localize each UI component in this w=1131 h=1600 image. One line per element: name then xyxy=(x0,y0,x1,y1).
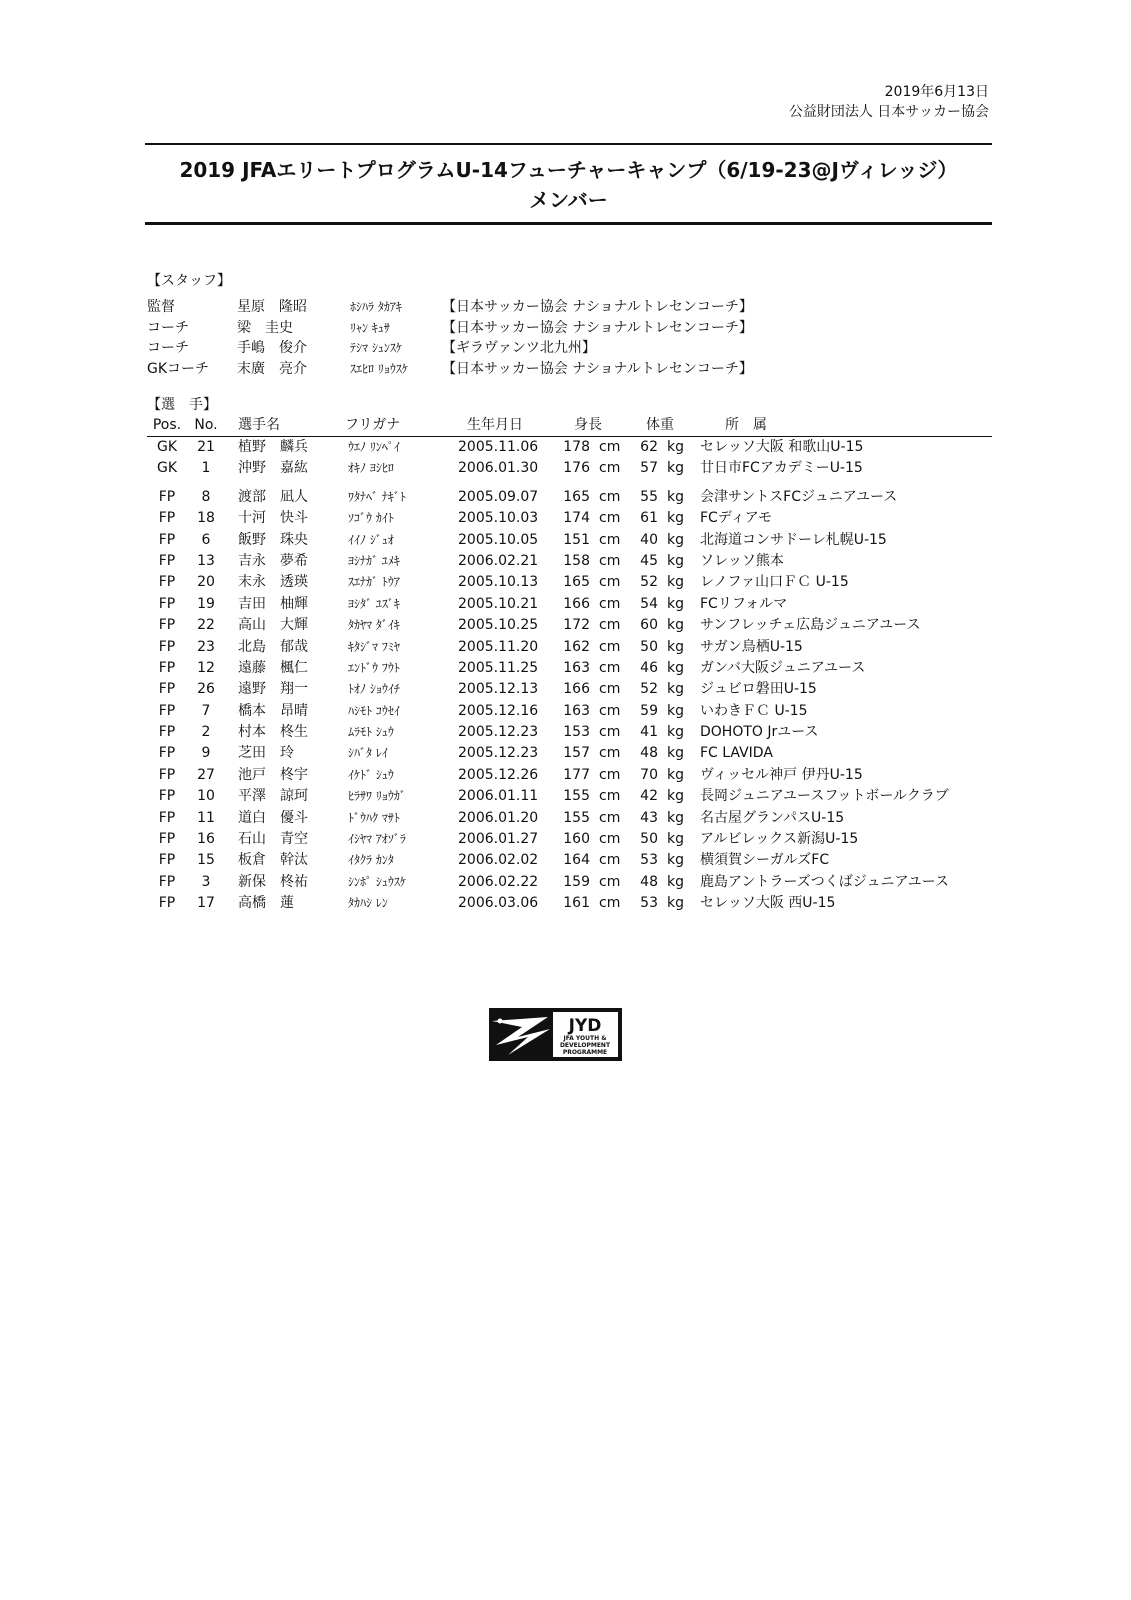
document-date: 2019年6月13日 xyxy=(884,84,989,100)
header-right xyxy=(789,82,989,122)
player-birthdate: 2005.10.25 xyxy=(458,617,539,634)
player-club: FCリフォルマ xyxy=(700,595,788,612)
player-row xyxy=(147,572,992,593)
player-height-unit: cm xyxy=(599,724,621,741)
staff-affiliation: 【日本サッカー協会 ナショナルトレセンコーチ】 xyxy=(442,360,753,377)
player-height: 153 xyxy=(563,724,590,741)
player-number: 27 xyxy=(197,766,215,783)
player-number: 13 xyxy=(197,552,215,569)
player-birthdate: 2005.10.13 xyxy=(458,574,539,591)
player-pos: FP xyxy=(158,681,176,698)
player-name: 池戸 柊宇 xyxy=(238,766,308,783)
player-weight-unit: kg xyxy=(667,895,684,912)
player-club: セレッソ大阪 西U-15 xyxy=(700,895,836,912)
player-weight-unit: kg xyxy=(667,788,684,805)
player-weight: 43 xyxy=(640,809,658,826)
player-weight-unit: kg xyxy=(667,681,684,698)
player-weight-unit: kg xyxy=(667,439,684,455)
player-weight-unit: kg xyxy=(667,595,684,612)
player-birthdate: 2005.10.03 xyxy=(458,510,539,527)
player-birthdate: 2005.12.23 xyxy=(458,724,539,741)
header-kana: フリガナ xyxy=(345,417,401,433)
player-height-unit: cm xyxy=(599,460,621,477)
player-weight-unit: kg xyxy=(667,766,684,783)
player-pos: FP xyxy=(158,659,176,676)
player-weight: 41 xyxy=(640,724,658,741)
player-row xyxy=(147,487,992,508)
player-kana: ｵｷﾉ ﾖｼﾋﾛ xyxy=(348,461,394,476)
player-height: 151 xyxy=(563,531,590,548)
player-weight-unit: kg xyxy=(667,460,684,477)
player-height-unit: cm xyxy=(599,766,621,783)
staff-name: 手嶋 俊介 xyxy=(237,340,307,356)
player-birthdate: 2005.12.23 xyxy=(458,745,539,762)
player-weight-unit: kg xyxy=(667,724,684,741)
player-height: 162 xyxy=(563,638,590,655)
player-row xyxy=(147,872,992,893)
player-name: 末永 透瑛 xyxy=(238,574,308,591)
player-pos: FP xyxy=(158,852,176,869)
player-number: 9 xyxy=(201,745,211,762)
player-row xyxy=(147,551,992,572)
player-pos: FP xyxy=(158,766,176,783)
staff-affiliation: 【日本サッカー協会 ナショナルトレセンコーチ】 xyxy=(442,319,753,336)
player-kana: ｲｹﾄﾞ ｼｭｳ xyxy=(348,767,394,782)
title-bottom-rule xyxy=(145,222,992,225)
player-pos: FP xyxy=(158,831,176,848)
player-club: 鹿島アントラーズつくばジュニアユース xyxy=(700,873,950,890)
player-birthdate: 2006.01.11 xyxy=(458,788,539,805)
player-pos: FP xyxy=(158,552,176,569)
player-weight: 70 xyxy=(640,766,658,783)
player-number: 22 xyxy=(197,617,215,634)
player-weight: 53 xyxy=(640,895,658,912)
player-kana: ｽｴﾅｶﾞ ﾄｳｱ xyxy=(348,575,400,590)
player-pos: FP xyxy=(158,510,176,527)
header-pos: Pos. xyxy=(152,417,182,433)
player-row xyxy=(147,743,992,764)
player-weight-unit: kg xyxy=(667,488,684,505)
header-weight: 体重 xyxy=(646,417,674,433)
player-row xyxy=(147,594,992,615)
player-kana: ｲﾀｸﾗ ｶﾝﾀ xyxy=(348,853,394,868)
player-weight: 48 xyxy=(640,745,658,762)
logo-subtext-3: PROGRAMME xyxy=(562,1049,608,1056)
player-height-unit: cm xyxy=(599,638,621,655)
player-height: 160 xyxy=(563,831,590,848)
player-name: 吉永 夢希 xyxy=(238,552,308,569)
player-club: FC LAVIDA xyxy=(700,745,773,762)
player-weight-unit: kg xyxy=(667,745,684,762)
player-name: 新保 柊祐 xyxy=(238,873,308,890)
player-name: 高山 大輝 xyxy=(238,617,308,634)
player-pos: FP xyxy=(158,531,176,548)
player-number: 2 xyxy=(201,724,211,741)
player-birthdate: 2006.02.21 xyxy=(458,552,539,569)
player-name: 吉田 柚輝 xyxy=(238,595,308,612)
player-height: 157 xyxy=(563,745,590,762)
player-birthdate: 2006.01.20 xyxy=(458,809,539,826)
player-weight: 45 xyxy=(640,552,658,569)
player-weight-unit: kg xyxy=(667,659,684,676)
staff-role: コーチ xyxy=(147,340,189,356)
player-number: 12 xyxy=(197,659,215,676)
player-number: 10 xyxy=(197,788,215,805)
player-weight: 62 xyxy=(640,439,658,455)
players-table xyxy=(147,415,992,915)
player-club: FCディアモ xyxy=(700,510,773,527)
player-birthdate: 2005.11.25 xyxy=(458,659,539,676)
player-birthdate: 2005.11.06 xyxy=(458,439,539,455)
players-table-header xyxy=(147,415,992,437)
player-height: 174 xyxy=(563,510,590,527)
player-club: ソレッソ熊本 xyxy=(700,552,784,569)
player-name: 村本 柊生 xyxy=(238,724,308,741)
player-pos: FP xyxy=(158,574,176,591)
player-birthdate: 2006.03.06 xyxy=(458,895,539,912)
player-row xyxy=(147,458,992,479)
player-pos: FP xyxy=(158,788,176,805)
player-club: ジュビロ磐田U-15 xyxy=(700,681,817,698)
player-weight-unit: kg xyxy=(667,574,684,591)
player-height: 163 xyxy=(563,659,590,676)
player-pos: FP xyxy=(158,702,176,719)
player-height: 177 xyxy=(563,766,590,783)
player-name: 渡部 凪人 xyxy=(238,488,308,505)
player-club: いわきＦＣ U-15 xyxy=(700,702,808,719)
staff-kana: ﾎｼﾊﾗ ﾀｶｱｷ xyxy=(350,300,402,314)
player-club: DOHOTO Jrユース xyxy=(700,724,819,741)
player-kana: ﾖｼﾀﾞ ﾕｽﾞｷ xyxy=(348,596,400,611)
player-pos: GK xyxy=(156,439,178,455)
player-number: 7 xyxy=(201,702,211,719)
player-club: 北海道コンサドーレ札幌U-15 xyxy=(700,531,887,548)
staff-name: 末廣 亮介 xyxy=(237,360,307,377)
player-birthdate: 2005.10.05 xyxy=(458,531,539,548)
player-number: 3 xyxy=(201,873,211,890)
player-birthdate: 2006.02.22 xyxy=(458,873,539,890)
player-name: 遠野 翔一 xyxy=(238,681,308,698)
logo-subtext-1: JFA YOUTH & xyxy=(563,1035,607,1042)
player-name: 十河 快斗 xyxy=(238,510,308,527)
player-weight-unit: kg xyxy=(667,702,684,719)
player-row xyxy=(147,765,992,786)
player-height-unit: cm xyxy=(599,788,621,805)
player-weight: 46 xyxy=(640,659,658,676)
player-weight: 42 xyxy=(640,788,658,805)
player-kana: ﾋﾗｻﾜ ﾘｮｳｶﾞ xyxy=(348,789,406,804)
player-club: 会津サントスFCジュニアユース xyxy=(700,488,898,505)
page-title xyxy=(145,155,992,215)
player-height-unit: cm xyxy=(599,617,621,634)
player-row xyxy=(147,508,992,529)
player-kana: ｲｼﾔﾏ ｱｵｿﾞﾗ xyxy=(348,832,406,847)
player-kana: ﾄﾞｳﾊｸ ﾏｻﾄ xyxy=(348,810,400,825)
player-weight: 60 xyxy=(640,617,658,634)
staff-kana: ｽｴﾋﾛ ﾘｮｳｽｹ xyxy=(350,361,408,376)
player-height-unit: cm xyxy=(599,574,621,591)
player-row xyxy=(147,615,992,636)
player-birthdate: 2005.12.26 xyxy=(458,766,539,783)
player-name: 平澤 諒珂 xyxy=(238,788,308,805)
player-name: 板倉 幹汰 xyxy=(238,852,308,869)
header-name: 選手名 xyxy=(238,417,280,433)
staff-role: GKコーチ xyxy=(147,360,210,377)
player-height-unit: cm xyxy=(599,681,621,698)
player-birthdate: 2005.12.16 xyxy=(458,702,539,719)
player-row xyxy=(147,808,992,829)
bird-head-icon xyxy=(498,1019,503,1024)
player-number: 15 xyxy=(197,852,215,869)
player-height-unit: cm xyxy=(599,809,621,826)
player-weight: 40 xyxy=(640,531,658,548)
player-height-unit: cm xyxy=(599,531,621,548)
player-pos: FP xyxy=(158,724,176,741)
player-club: セレッソ大阪 和歌山U-15 xyxy=(700,439,864,455)
player-height-unit: cm xyxy=(599,873,621,890)
player-height: 165 xyxy=(563,574,590,591)
player-weight-unit: kg xyxy=(667,873,684,890)
logo-mark-text: JYD xyxy=(568,1016,602,1036)
player-height: 166 xyxy=(563,681,590,698)
player-weight: 48 xyxy=(640,873,658,890)
player-name: 植野 麟兵 xyxy=(238,439,308,455)
player-height-unit: cm xyxy=(599,595,621,612)
player-pos: FP xyxy=(158,617,176,634)
player-height-unit: cm xyxy=(599,552,621,569)
title-line-2: メンバー xyxy=(529,188,608,212)
player-birthdate: 2005.12.13 xyxy=(458,681,539,698)
player-number: 20 xyxy=(197,574,215,591)
player-height: 166 xyxy=(563,595,590,612)
player-height-unit: cm xyxy=(599,702,621,719)
player-weight: 53 xyxy=(640,852,658,869)
player-birthdate: 2005.11.20 xyxy=(458,638,539,655)
player-height-unit: cm xyxy=(599,488,621,505)
player-pos: FP xyxy=(158,895,176,912)
player-kana: ｼﾊﾞﾀ ﾚｲ xyxy=(348,746,388,761)
player-weight: 59 xyxy=(640,702,658,719)
player-row xyxy=(147,893,992,914)
player-kana: ﾑﾗﾓﾄ ｼｭｳ xyxy=(348,725,394,740)
player-kana: ﾊｼﾓﾄ ｺｳｾｲ xyxy=(348,703,400,718)
player-height-unit: cm xyxy=(599,659,621,676)
player-weight: 55 xyxy=(640,488,658,505)
player-height-unit: cm xyxy=(599,745,621,762)
player-birthdate: 2005.10.21 xyxy=(458,595,539,612)
staff-name: 星原 隆昭 xyxy=(237,299,307,315)
player-height: 164 xyxy=(563,852,590,869)
jyd-logo xyxy=(488,1007,623,1062)
player-weight-unit: kg xyxy=(667,617,684,634)
player-weight-unit: kg xyxy=(667,809,684,826)
player-pos: FP xyxy=(158,488,176,505)
player-kana: ﾜﾀﾅﾍﾞ ﾅｷﾞﾄ xyxy=(348,489,406,504)
player-height: 155 xyxy=(563,788,590,805)
staff-role: コーチ xyxy=(147,319,189,336)
player-birthdate: 2006.01.30 xyxy=(458,460,539,477)
player-number: 16 xyxy=(197,831,215,848)
player-kana: ﾄｵﾉ ｼｮｳｲﾁ xyxy=(348,682,400,697)
player-weight: 57 xyxy=(640,460,658,477)
player-weight: 50 xyxy=(640,638,658,655)
player-club: 長岡ジュニアユースフットボールクラブ xyxy=(700,788,949,805)
player-club: 廿日市FCアカデミーU-15 xyxy=(700,460,863,477)
player-pos: FP xyxy=(158,638,176,655)
player-number: 11 xyxy=(197,809,215,826)
player-club: サガン鳥栖U-15 xyxy=(700,638,803,655)
player-weight: 50 xyxy=(640,831,658,848)
player-club: サンフレッチェ広島ジュニアユース xyxy=(700,617,921,634)
player-name: 橋本 昂晴 xyxy=(238,702,308,719)
player-name: 道白 優斗 xyxy=(238,809,308,826)
player-name: 高橋 蓮 xyxy=(238,895,294,912)
player-name: 飯野 珠央 xyxy=(238,531,308,548)
player-row xyxy=(147,530,992,551)
player-height: 172 xyxy=(563,617,590,634)
player-club: アルビレックス新潟U-15 xyxy=(700,831,859,848)
player-kana: ｿｺﾞｳ ｶｲﾄ xyxy=(348,511,394,526)
player-weight: 52 xyxy=(640,681,658,698)
player-number: 6 xyxy=(201,531,211,548)
player-club: ヴィッセル神戸 伊丹U-15 xyxy=(700,766,863,783)
player-height: 159 xyxy=(563,873,590,890)
player-club: レノファ山口ＦＣ U-15 xyxy=(700,574,849,591)
player-row xyxy=(147,679,992,700)
player-birthdate: 2006.02.02 xyxy=(458,852,539,869)
player-number: 1 xyxy=(201,460,211,477)
header-club: 所 属 xyxy=(725,417,767,433)
player-height: 158 xyxy=(563,552,590,569)
title-top-rule xyxy=(145,143,992,145)
player-pos: FP xyxy=(158,745,176,762)
player-weight-unit: kg xyxy=(667,831,684,848)
player-weight-unit: kg xyxy=(667,852,684,869)
player-height: 178 xyxy=(563,439,590,455)
player-row xyxy=(147,850,992,871)
player-birthdate: 2006.01.27 xyxy=(458,831,539,848)
player-height: 176 xyxy=(563,460,590,477)
player-kana: ｳｴﾉ ﾘﾝﾍﾟｲ xyxy=(348,440,400,454)
player-club: 横須賀シーガルズFC xyxy=(700,852,830,869)
player-row xyxy=(147,637,992,658)
player-kana: ﾖｼﾅｶﾞ ﾕﾒｷ xyxy=(348,553,400,568)
player-birthdate: 2005.09.07 xyxy=(458,488,539,505)
player-weight: 52 xyxy=(640,574,658,591)
player-name: 北島 郁哉 xyxy=(238,638,308,655)
player-height-unit: cm xyxy=(599,895,621,912)
player-number: 26 xyxy=(197,681,215,698)
players-table-body xyxy=(147,437,992,915)
player-height-unit: cm xyxy=(599,439,621,455)
player-number: 21 xyxy=(197,439,215,455)
player-height-unit: cm xyxy=(599,510,621,527)
player-pos: FP xyxy=(158,873,176,890)
staff-affiliation: 【ギラヴァンツ北九州】 xyxy=(442,340,596,356)
player-kana: ｲｲﾉ ｼﾞｭｵ xyxy=(348,532,394,547)
logo-subtext-2: DEVELOPMENT xyxy=(559,1042,611,1049)
player-name: 芝田 玲 xyxy=(238,745,294,762)
player-weight-unit: kg xyxy=(667,531,684,548)
player-row xyxy=(147,658,992,679)
player-name: 遠藤 楓仁 xyxy=(238,659,308,676)
player-pos: FP xyxy=(158,595,176,612)
header-height: 身長 xyxy=(574,417,602,433)
player-row xyxy=(147,437,992,458)
player-row xyxy=(147,786,992,807)
player-name: 石山 青空 xyxy=(238,831,308,848)
player-name: 沖野 嘉紘 xyxy=(238,460,308,477)
player-pos: FP xyxy=(158,809,176,826)
player-number: 23 xyxy=(197,638,215,655)
organization-name: 公益財団法人 日本サッカー協会 xyxy=(788,104,989,120)
player-weight: 61 xyxy=(640,510,658,527)
player-height-unit: cm xyxy=(599,831,621,848)
header-no: No. xyxy=(194,417,218,433)
player-weight-unit: kg xyxy=(667,552,684,569)
staff-section-label: 【スタッフ】 xyxy=(147,273,231,289)
player-row xyxy=(147,701,992,722)
player-number: 19 xyxy=(197,595,215,612)
title-line-1: 2019 JFAエリートプログラムU-14フューチャーキャンプ（6/19-23@Jヴィレッジ） xyxy=(179,158,958,182)
player-height: 163 xyxy=(563,702,590,719)
player-number: 17 xyxy=(197,895,215,912)
jyd-logo-graphic xyxy=(488,1007,623,1062)
players-section-label: 【選 手】 xyxy=(147,397,217,413)
player-row xyxy=(147,829,992,850)
header-birth: 生年月日 xyxy=(467,417,523,433)
player-number: 18 xyxy=(197,510,215,527)
player-pos: GK xyxy=(156,460,178,477)
player-height-unit: cm xyxy=(599,852,621,869)
player-kana: ﾀｶﾊｼ ﾚﾝ xyxy=(348,896,388,911)
player-number: 8 xyxy=(201,488,211,505)
player-club: 名古屋グランパスU-15 xyxy=(700,809,845,826)
player-weight-unit: kg xyxy=(667,510,684,527)
player-row xyxy=(147,722,992,743)
player-height: 165 xyxy=(563,488,590,505)
player-weight: 54 xyxy=(640,595,658,612)
player-kana: ｷﾀｼﾞﾏ ﾌﾐﾔ xyxy=(348,639,400,654)
player-club: ガンバ大阪ジュニアユース xyxy=(700,659,866,676)
staff-role: 監督 xyxy=(147,299,175,315)
player-kana: ｴﾝﾄﾞｳ ﾌｳﾄ xyxy=(348,660,400,675)
player-kana: ｼﾝﾎﾟ ｼｭｳｽｹ xyxy=(348,874,406,889)
staff-kana: ﾘｬﾝ ｷｭｻ xyxy=(350,320,390,335)
player-height: 161 xyxy=(563,895,590,912)
staff-affiliation: 【日本サッカー協会 ナショナルトレセンコーチ】 xyxy=(442,299,753,315)
player-weight-unit: kg xyxy=(667,638,684,655)
player-height: 155 xyxy=(563,809,590,826)
staff-kana: ﾃｼﾏ ｼｭﾝｽｹ xyxy=(350,341,402,355)
player-kana: ﾀｶﾔﾏ ﾀﾞｲｷ xyxy=(348,618,400,633)
staff-name: 梁 圭史 xyxy=(237,319,293,336)
